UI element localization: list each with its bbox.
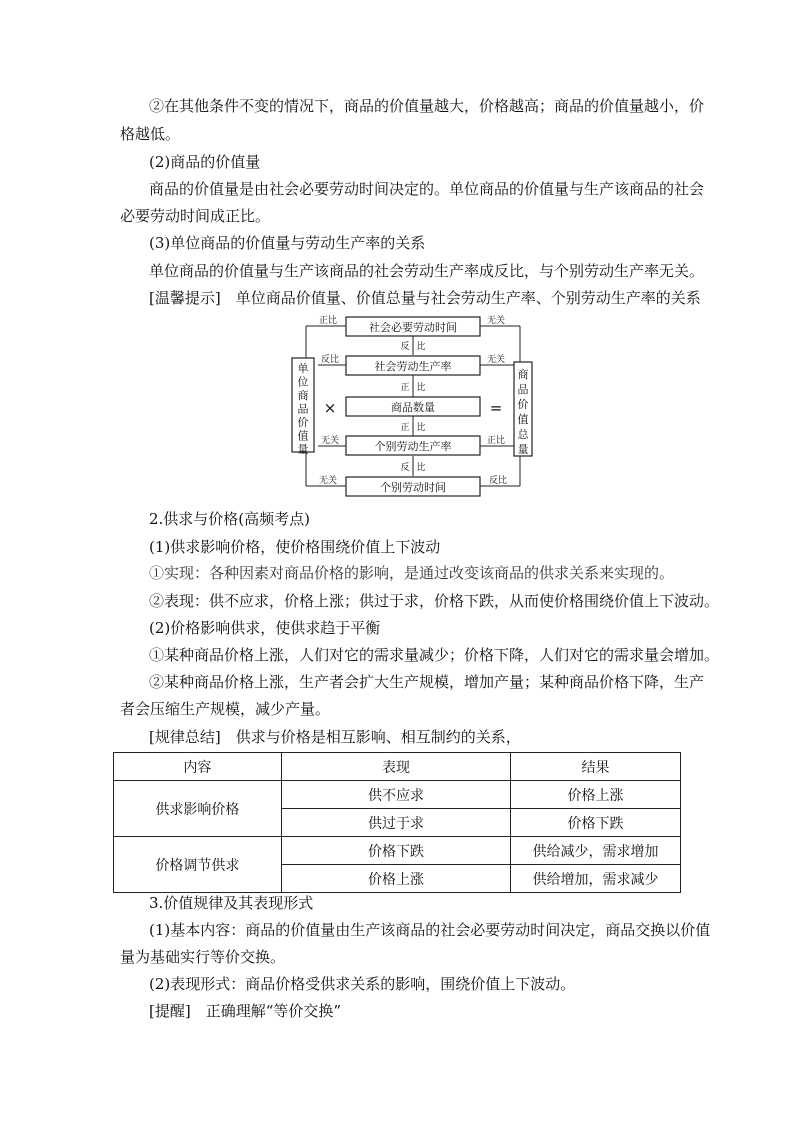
- paragraph-line: ①某种商品价格上涨，人们对它的需求量减少；价格下降，人们对它的需求量会增加。: [149, 646, 720, 664]
- table-cell: 价格上涨: [281, 865, 510, 893]
- table-row: [114, 781, 681, 809]
- relation-label: 反比: [488, 476, 508, 486]
- section-heading: 3.价值规律及其表现形式: [149, 894, 314, 912]
- table-header: 内容: [114, 753, 282, 781]
- paragraph-line: 商品的价值量是由社会必要劳动时间决定的。单位商品的价值量与生产该商品的社会: [149, 180, 705, 198]
- left-side-label: [298, 362, 309, 456]
- table-cell: 价格上涨: [511, 781, 681, 809]
- relation-label: 无关: [486, 355, 506, 365]
- relation-label: 正比: [486, 436, 506, 446]
- vertical-char: 品: [517, 383, 529, 396]
- table-cell: 供不应求: [281, 781, 510, 809]
- table-cell: 供过于求: [281, 809, 510, 837]
- section-heading: (2)价格影响供求，使供求趋于平衡: [149, 619, 381, 637]
- vertical-char: 价: [297, 416, 309, 429]
- vertical-char: 价: [517, 398, 529, 411]
- relation-label: 比: [416, 342, 426, 352]
- box-individual-productivity-label: 个别劳动生产率: [374, 440, 452, 453]
- relation-label: 反比: [320, 355, 340, 365]
- supply-price-table: [113, 752, 681, 893]
- vertical-char: 总: [517, 428, 529, 441]
- box-commodity-quantity-label: 商品数量: [391, 401, 435, 414]
- vertical-char: 量: [517, 443, 529, 456]
- paragraph-line: 格越低。: [120, 125, 181, 143]
- relation-label: 无关: [318, 476, 338, 486]
- summary-line: [规律总结] 供求与价格是相互影响、相互制约的关系，: [149, 728, 521, 746]
- table-cell: 供给增加，需求减少: [511, 865, 681, 893]
- box-individual-labor-time-label: 个别劳动时间: [380, 481, 446, 494]
- paragraph-line: ②在其他条件不变的情况下，商品的价值量越大，价格越高；商品的价值量越小，价: [149, 97, 705, 115]
- table-row: [114, 837, 681, 865]
- relation-label: 正: [400, 423, 410, 433]
- vertical-char: 商: [297, 389, 309, 402]
- paragraph-line: (2)表现形式：商品价格受供求关系的影响，围绕价值上下波动。: [149, 975, 576, 993]
- vertical-char: 位: [297, 375, 309, 389]
- paragraph-line: 量为基础实行等价交换。: [120, 948, 286, 966]
- relation-label: 无关: [486, 316, 506, 326]
- section-heading: (3)单位商品的价值量与劳动生产率的关系: [149, 234, 426, 252]
- section-heading: (2)商品的价值量: [149, 153, 261, 171]
- table-header: 表现: [281, 753, 510, 781]
- table-cell: 供给减少，需求增加: [511, 837, 681, 865]
- vertical-char: 量: [297, 443, 309, 456]
- relation-label: 比: [416, 463, 426, 473]
- box-social-productivity-label: 社会劳动生产率: [374, 360, 452, 373]
- times-sign: ×: [323, 399, 337, 417]
- relation-label: 反: [400, 342, 410, 352]
- paragraph-line: ②某种商品价格上涨，生产者会扩大生产规模，增加产量；某种商品价格下降，生产: [149, 673, 705, 691]
- tip-line: [温馨提示] 单位商品价值量、价值总量与社会劳动生产率、个别劳动生产率的关系: [149, 289, 701, 307]
- table-header: 结果: [511, 753, 681, 781]
- section-heading: (1)供求影响价格，使价格围绕价值上下波动: [149, 538, 441, 556]
- table-cell: 价格下跌: [281, 837, 510, 865]
- vertical-char: 值: [517, 413, 529, 426]
- equals-sign: =: [489, 399, 503, 417]
- relation-label: 正比: [318, 316, 338, 326]
- relation-label: 比: [416, 383, 426, 393]
- paragraph-line: 单位商品的价值量与生产该商品的社会劳动生产率成反比，与个别劳动生产率无关。: [149, 262, 705, 280]
- relation-label: 正: [400, 383, 410, 393]
- table-cell: 价格下跌: [511, 809, 681, 837]
- table-header-row: [114, 753, 681, 781]
- box-social-labor-time-label: 社会必要劳动时间: [369, 321, 457, 334]
- relation-label: 比: [416, 423, 426, 433]
- reminder-line: [提醒] 正确理解“等价交换”: [149, 1002, 342, 1020]
- vertical-char: 值: [297, 429, 309, 443]
- paragraph-line: ②表现：供不应求，价格上涨；供过于求，价格下跌，从而使价格围绕价值上下波动。: [149, 592, 720, 610]
- value-relationship-diagram: [288, 312, 538, 507]
- table-group-cell: 价格调节供求: [114, 837, 282, 893]
- relation-label: 反: [400, 463, 410, 473]
- vertical-char: 商: [517, 368, 529, 381]
- relation-label: 无关: [320, 436, 340, 446]
- section-heading: 2.供求与价格(高频考点): [149, 510, 311, 528]
- vertical-char: 单: [297, 362, 309, 375]
- paragraph-line: ①实现：各种因素对商品价格的影响，是通过改变该商品的供求关系来实现的。: [149, 564, 675, 582]
- paragraph-line: 必要劳动时间成正比。: [120, 207, 271, 225]
- paragraph-line: (1)基本内容：商品的价值量由生产该商品的社会必要劳动时间决定，商品交换以价值: [149, 921, 711, 939]
- table-group-cell: 供求影响价格: [114, 781, 282, 837]
- paragraph-line: 者会压缩生产规模，减少产量。: [120, 700, 331, 718]
- vertical-char: 品: [297, 402, 309, 416]
